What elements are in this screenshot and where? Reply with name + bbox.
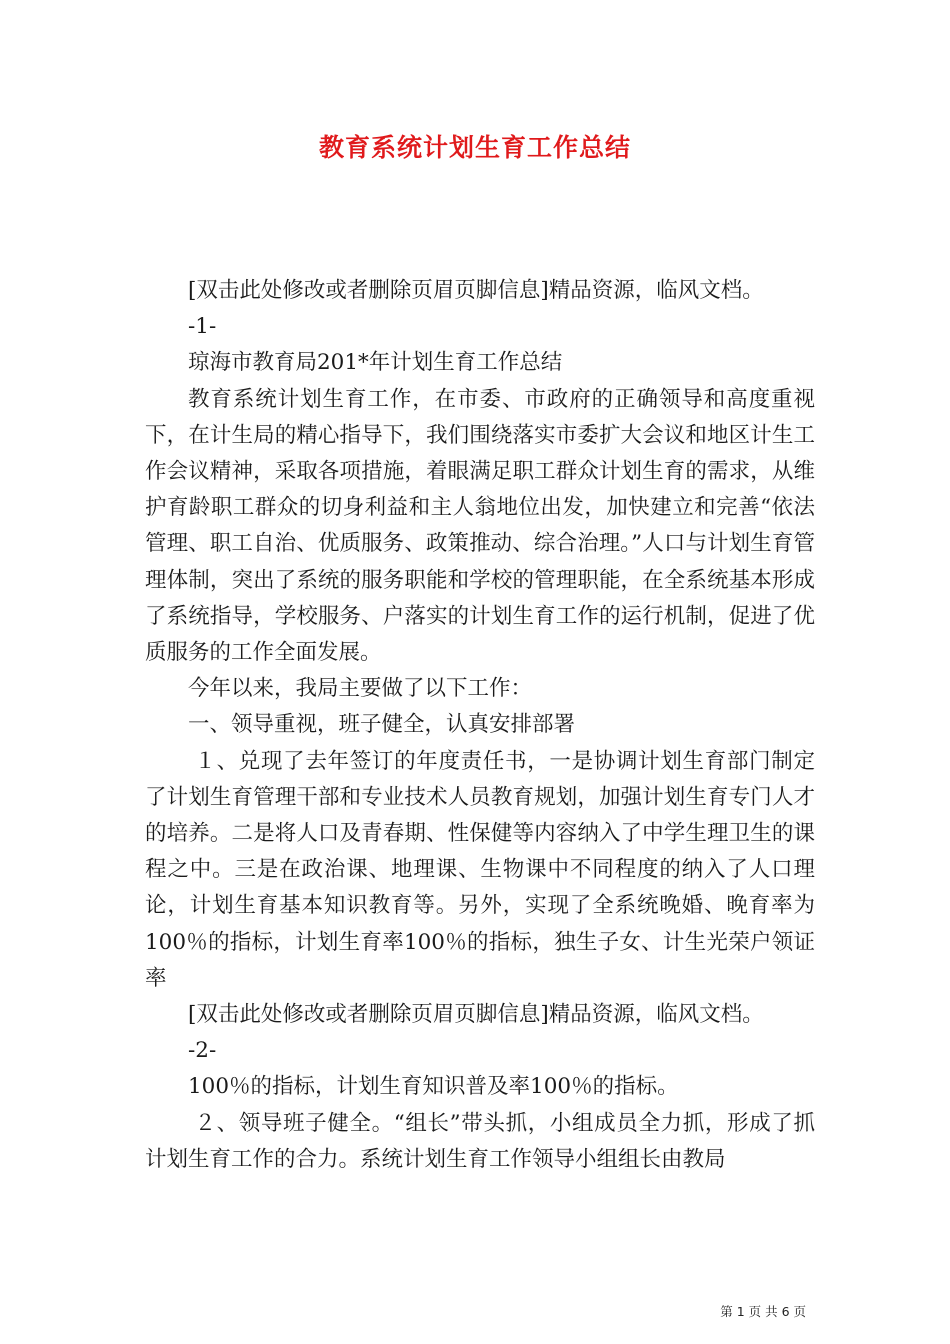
header-note-paragraph: [双击此处修改或者删除页眉页脚信息]精品资源，临风文档。 xyxy=(188,1002,764,1028)
item-1-paragraph: １、兑现了去年签订的年度责任书，一是协调计划生育部门制定了计划生育管理干部和专业技术人员教育规划，加强计划生育专门人才的培养。二是将人口及青春期、性保健等内容纳入了中学生理卫生的课程之中。三是在政治课、地理课、生物课中不同程度的纳入了人口理论，计划生育基本知识教育等。另外，实现了全系统晚婚、晚育率为100％的指标，计划生育率100％的指标，独生子女、计生光荣户领证率 xyxy=(145,748,815,991)
item-2-paragraph: ２、领导班子健全。“组长”带头抓，小组成员全力抓，形成了抓计划生育工作的合力。系统计划生育工作领导小组组长由教局 xyxy=(145,1110,815,1172)
page-marker: -2- xyxy=(188,1038,217,1064)
page-marker: -1- xyxy=(188,314,217,340)
work-summary-paragraph: 今年以来，我局主要做了以下工作： xyxy=(188,676,533,702)
header-note-paragraph: [双击此处修改或者删除页眉页脚信息]精品资源，临风文档。 xyxy=(188,278,764,303)
intro-paragraph: 教育系统计划生育工作，在市委、市政府的正确领导和高度重视下，在计生局的精心指导下，我们围绕落实市委扩大会议和地区计生工作会议精神，采取各项措施，着眼满足职工群众计划生育的需求，从维护育龄职工群众的切身利益和主人翁地位出发，加快建立和完善“依法管理、职工自治、优质服务、政策推动、综合治理。”人口与计划生育管理体制，突出了系统的服务职能和学校的管理职能，在全系统基本形成了系统指导，学校服务、户落实的计划生育工作的运行机制，促进了优质服务的工作全面发展。 xyxy=(145,386,815,666)
continued-paragraph: 100％的指标，计划生育知识普及率100％的指标。 xyxy=(188,1074,679,1100)
document-title: 教育系统计划生育工作总结 xyxy=(318,133,631,162)
section-heading: 一、领导重视，班子健全，认真安排部署 xyxy=(188,712,576,738)
document-body xyxy=(145,273,815,1178)
page-number-footer: 第 1 页 共 6 页 xyxy=(720,1304,806,1319)
subtitle-paragraph: 琼海市教育局201*年计划生育工作总结 xyxy=(188,350,563,376)
